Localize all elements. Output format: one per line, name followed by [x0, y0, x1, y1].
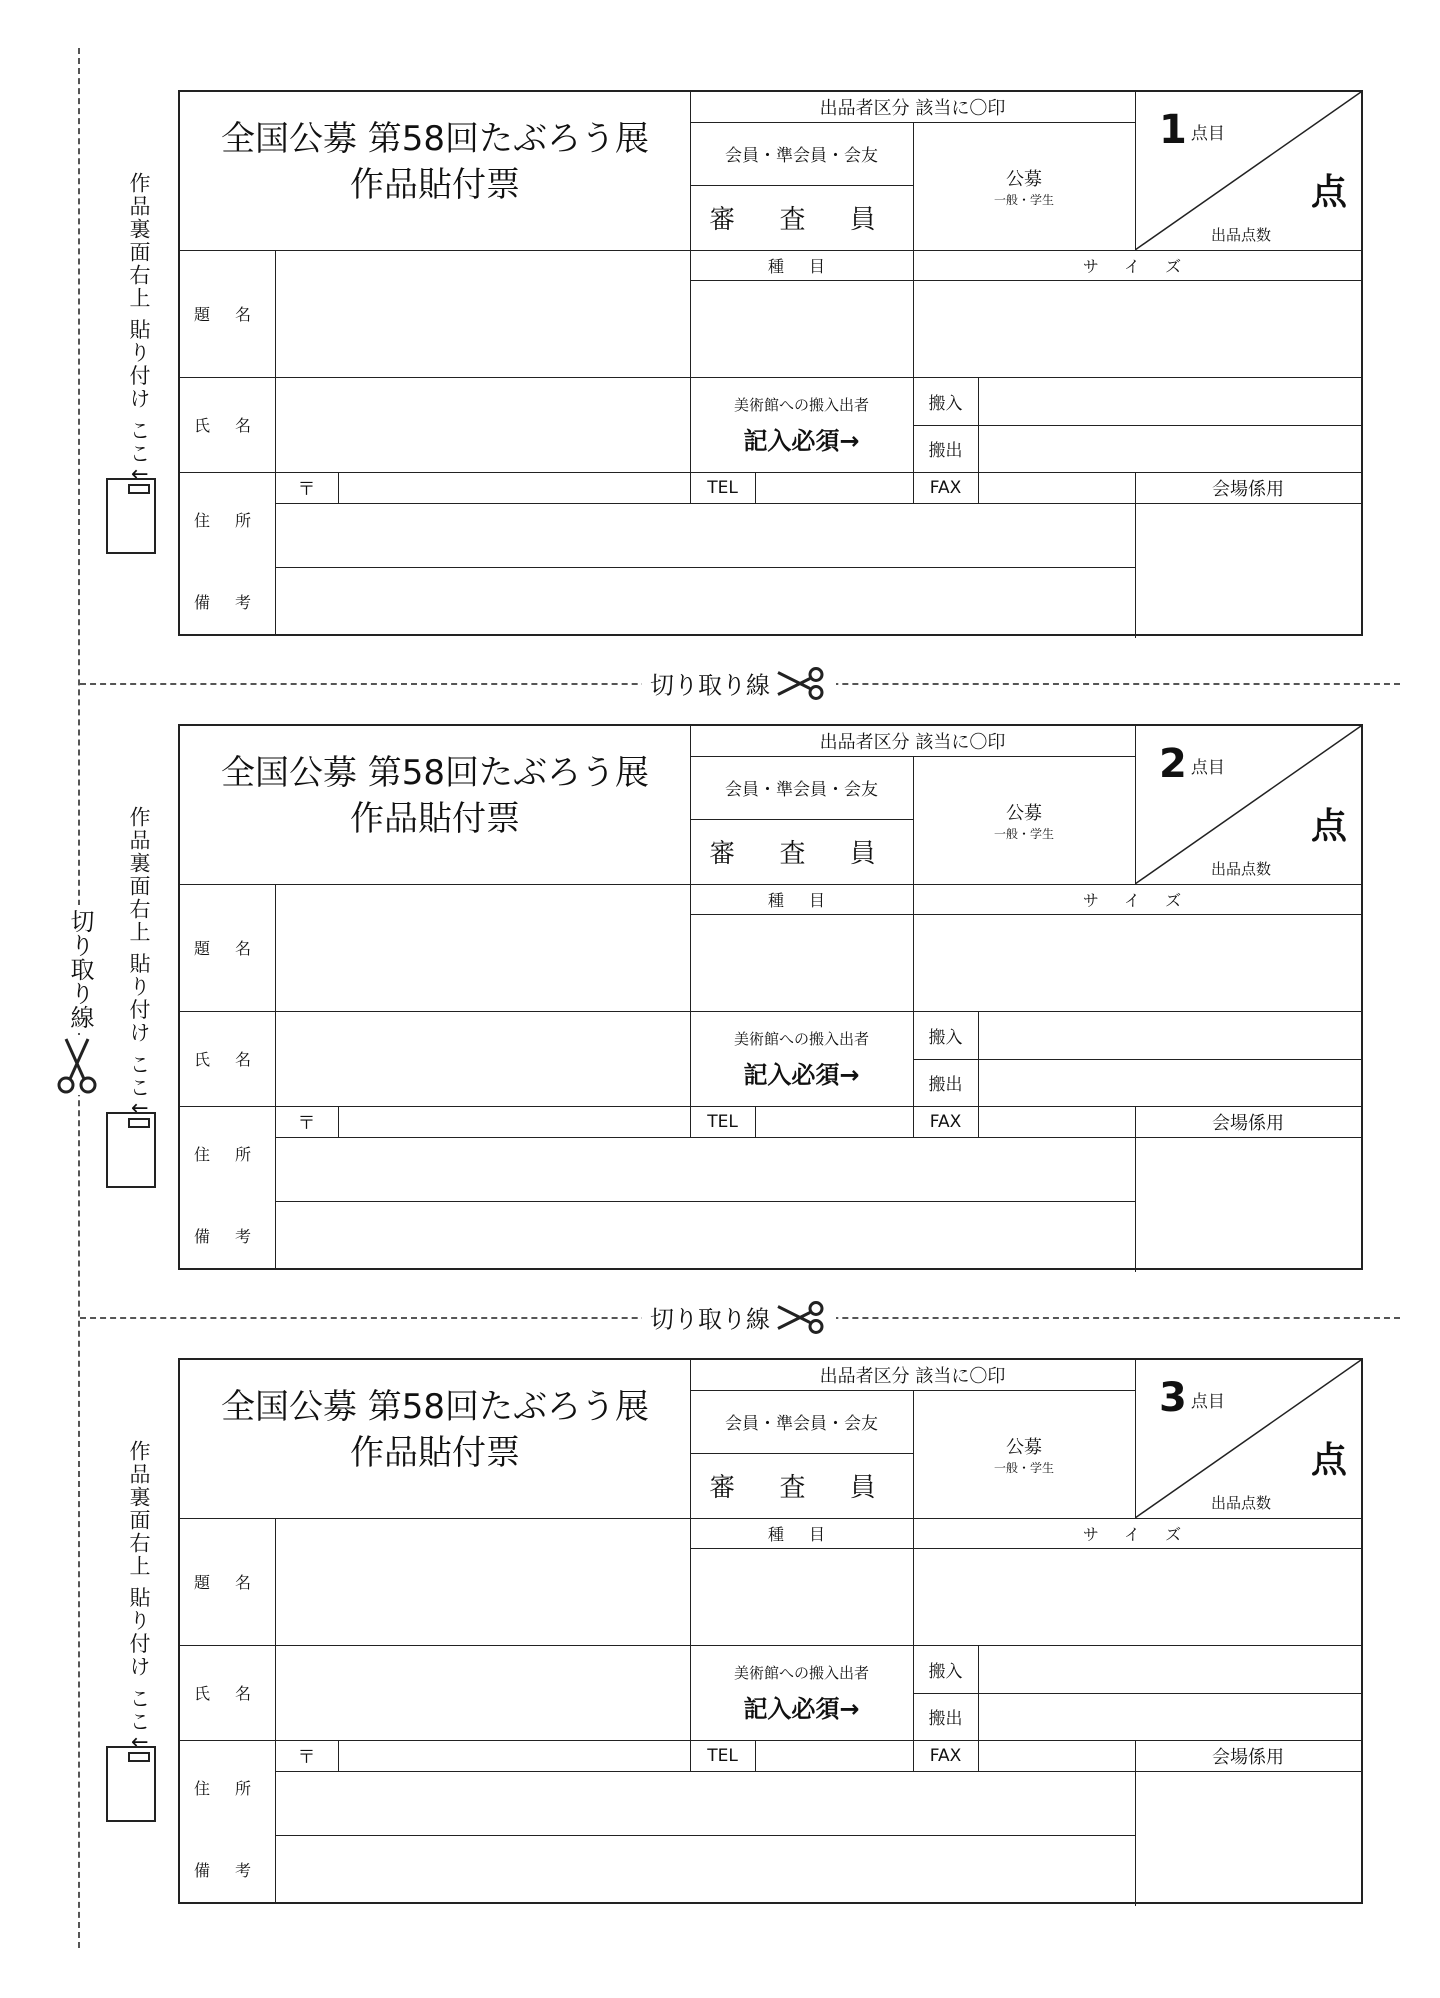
remarks-input[interactable]: [275, 1201, 1135, 1270]
work-title-input[interactable]: [275, 884, 690, 1011]
remarks-label: 備 考: [193, 1227, 262, 1246]
address-input[interactable]: [275, 1771, 1135, 1835]
name-input[interactable]: [275, 1011, 690, 1106]
postal-input[interactable]: [338, 1106, 690, 1137]
genre-header: 種 目: [767, 890, 836, 910]
name-label: 氏 名: [193, 416, 262, 435]
name-input[interactable]: [275, 377, 690, 472]
side-instruction: 作品裏面右上 貼り付け ここ↓: [127, 806, 151, 1119]
venue-use-area: [1135, 1771, 1361, 1904]
public-label: 公募: [1006, 802, 1042, 824]
carry-out-input[interactable]: [978, 1693, 1361, 1740]
remarks-label: 備 考: [193, 1861, 262, 1880]
postal-input[interactable]: [338, 472, 690, 503]
delivery-note-text: 美術館への搬入出者: [733, 1663, 869, 1682]
public-option: [913, 122, 1135, 250]
vertical-cut-label: 切り取り線: [58, 905, 98, 1033]
carry-in-input[interactable]: [978, 1011, 1361, 1059]
delivery-required: 記入必須→: [743, 1694, 860, 1723]
carry-in-input[interactable]: [978, 377, 1361, 425]
title-line-1: 全国公募 第58回たぶろう展: [220, 119, 650, 159]
category-header: 出品者区分 該当に〇印: [819, 98, 1006, 119]
public-label: 公募: [1006, 168, 1042, 190]
ticket-number-suffix: 点目: [1190, 124, 1225, 144]
member-option: 会員・準会員・会友: [725, 1414, 878, 1434]
member-option: 会員・準会員・会友: [725, 146, 878, 166]
attach-tab: [128, 484, 150, 494]
title-line-2: 作品貼付票: [350, 1433, 520, 1473]
carry-out-input[interactable]: [978, 425, 1361, 472]
delivery-note: [690, 1011, 913, 1106]
fax-label: FAX: [929, 1111, 962, 1132]
judge-option: 審 査 員: [709, 839, 894, 869]
venue-use-label: 会場係用: [1212, 1746, 1284, 1768]
carry-in-input[interactable]: [978, 1645, 1361, 1693]
name-label: 氏 名: [193, 1684, 262, 1703]
ticket-title: [180, 1360, 690, 1500]
carry-out-label: 搬出: [928, 441, 963, 461]
tel-label: TEL: [707, 1745, 738, 1766]
side-instruction: 作品裏面右上 貼り付け ここ↓: [127, 172, 151, 485]
cut-line-text: 切り取り線: [650, 671, 770, 700]
size-header: サ イ ズ: [1082, 890, 1192, 910]
ticket-number-value: 1: [1159, 107, 1187, 153]
carry-out-label: 搬出: [928, 1709, 963, 1729]
venue-use-label: 会場係用: [1212, 1112, 1284, 1134]
postal-mark: 〒: [297, 1112, 316, 1134]
carry-in-label: 搬入: [928, 393, 963, 414]
public-option: [913, 1390, 1135, 1518]
postal-mark: 〒: [297, 478, 316, 500]
work-title-label: 題 名: [193, 939, 262, 958]
ticket-number: [1159, 107, 1225, 153]
count-label: 出品点数: [1211, 860, 1272, 878]
ticket-number-value: 2: [1159, 741, 1187, 787]
size-header: サ イ ズ: [1082, 256, 1192, 276]
cut-line-label: [642, 666, 836, 701]
cut-line-label: [642, 1300, 836, 1335]
fax-label: FAX: [929, 1745, 962, 1766]
work-title-label: 題 名: [193, 305, 262, 324]
scissors-icon: [776, 666, 828, 700]
ticket-title: [180, 92, 690, 232]
name-input[interactable]: [275, 1645, 690, 1740]
label-ticket: [178, 1358, 1363, 1904]
judge-option: 審 査 員: [709, 1473, 894, 1503]
work-title-input[interactable]: [275, 250, 690, 377]
venue-use-area: [1135, 1137, 1361, 1270]
genre-input[interactable]: [690, 1548, 913, 1645]
fax-input[interactable]: [978, 472, 1135, 503]
carry-out-label: 搬出: [928, 1075, 963, 1095]
count-unit: 点: [1311, 806, 1348, 847]
address-input[interactable]: [275, 503, 1135, 567]
attach-position-box: [106, 478, 156, 554]
count-label: 出品点数: [1211, 1494, 1272, 1512]
title-line-1: 全国公募 第58回たぶろう展: [220, 1387, 650, 1427]
size-header: サ イ ズ: [1082, 1524, 1192, 1544]
venue-use-area: [1135, 503, 1361, 636]
address-input[interactable]: [275, 1137, 1135, 1201]
delivery-note: [690, 377, 913, 472]
postal-input[interactable]: [338, 1740, 690, 1771]
ticket-number: [1159, 741, 1225, 787]
ticket-title: [180, 726, 690, 866]
count-label: 出品点数: [1211, 226, 1272, 244]
genre-input[interactable]: [690, 914, 913, 1011]
venue-use-label: 会場係用: [1212, 478, 1284, 500]
public-label: 公募: [1006, 1436, 1042, 1458]
name-label: 氏 名: [193, 1050, 262, 1069]
genre-header: 種 目: [767, 256, 836, 276]
scissors-icon: [54, 1035, 100, 1095]
size-input[interactable]: [913, 280, 1361, 377]
attach-position-box: [106, 1112, 156, 1188]
postal-mark: 〒: [297, 1746, 316, 1768]
remarks-input[interactable]: [275, 567, 1135, 636]
public-option: [913, 756, 1135, 884]
fax-input[interactable]: [978, 1740, 1135, 1771]
tel-label: TEL: [707, 477, 738, 498]
fax-input[interactable]: [978, 1106, 1135, 1137]
public-sub: 一般・学生: [993, 192, 1054, 207]
public-sub: 一般・学生: [993, 1460, 1054, 1475]
attach-tab: [128, 1118, 150, 1128]
label-ticket: [178, 724, 1363, 1270]
carry-out-input[interactable]: [978, 1059, 1361, 1106]
tel-input[interactable]: [755, 1740, 913, 1771]
ticket-number-value: 3: [1159, 1375, 1187, 1421]
tel-input[interactable]: [755, 472, 913, 503]
address-label: 住 所: [193, 511, 262, 530]
count-unit: 点: [1311, 1440, 1348, 1481]
address-label: 住 所: [193, 1145, 262, 1164]
delivery-note-text: 美術館への搬入出者: [733, 1029, 869, 1048]
size-input[interactable]: [913, 914, 1361, 1011]
member-option: 会員・準会員・会友: [725, 780, 878, 800]
address-label: 住 所: [193, 1779, 262, 1798]
side-instruction: 作品裏面右上 貼り付け ここ↓: [127, 1440, 151, 1753]
category-header: 出品者区分 該当に〇印: [819, 1366, 1006, 1387]
ticket-number: [1159, 1375, 1225, 1421]
tel-input[interactable]: [755, 1106, 913, 1137]
remarks-input[interactable]: [275, 1835, 1135, 1904]
genre-header: 種 目: [767, 1524, 836, 1544]
genre-input[interactable]: [690, 280, 913, 377]
label-ticket: [178, 90, 1363, 636]
fax-label: FAX: [929, 477, 962, 498]
attach-position-box: [106, 1746, 156, 1822]
title-line-2: 作品貼付票: [350, 799, 520, 839]
attach-tab: [128, 1752, 150, 1762]
carry-in-label: 搬入: [928, 1661, 963, 1682]
tel-label: TEL: [707, 1111, 738, 1132]
ticket-number-suffix: 点目: [1190, 1392, 1225, 1412]
title-line-2: 作品貼付票: [350, 165, 520, 205]
size-input[interactable]: [913, 1548, 1361, 1645]
delivery-required: 記入必須→: [743, 426, 860, 455]
title-line-1: 全国公募 第58回たぶろう展: [220, 753, 650, 793]
work-title-label: 題 名: [193, 1573, 262, 1592]
carry-in-label: 搬入: [928, 1027, 963, 1048]
public-sub: 一般・学生: [993, 826, 1054, 841]
ticket-number-suffix: 点目: [1190, 758, 1225, 778]
cut-line-text: 切り取り線: [650, 1305, 770, 1334]
category-header: 出品者区分 該当に〇印: [819, 732, 1006, 753]
remarks-label: 備 考: [193, 593, 262, 612]
delivery-required: 記入必須→: [743, 1060, 860, 1089]
count-unit: 点: [1311, 172, 1348, 213]
judge-option: 審 査 員: [709, 205, 894, 235]
delivery-note-text: 美術館への搬入出者: [733, 395, 869, 414]
delivery-note: [690, 1645, 913, 1740]
scissors-icon: [776, 1300, 828, 1334]
work-title-input[interactable]: [275, 1518, 690, 1645]
